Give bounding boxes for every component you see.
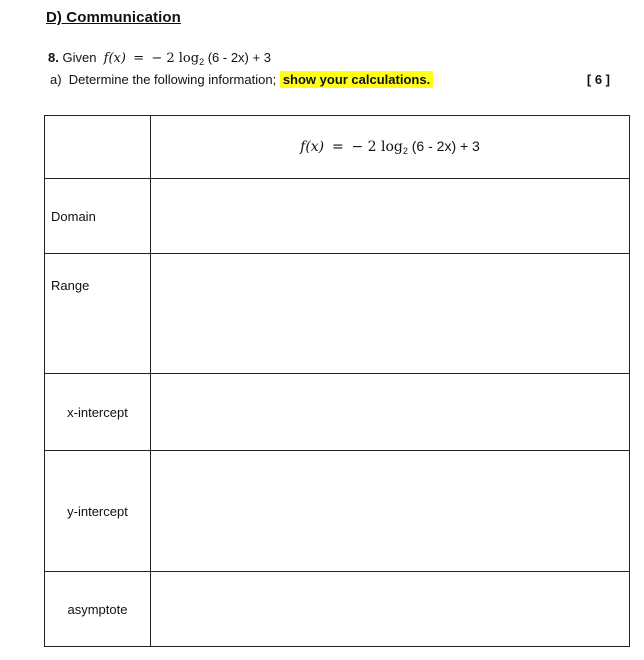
highlighted-instruction: show your calculations. bbox=[280, 71, 433, 88]
function-lhs: f(x) bbox=[103, 51, 126, 66]
table-row bbox=[45, 451, 630, 572]
answer-cell-x-intercept[interactable] bbox=[151, 374, 630, 451]
table-row bbox=[45, 254, 630, 374]
question-line bbox=[48, 50, 271, 67]
header-empty-cell bbox=[45, 116, 151, 179]
function-rhs-prefix: − 2 log bbox=[151, 51, 200, 66]
header-function-lhs: f(x) bbox=[300, 139, 325, 155]
answer-cell-y-intercept[interactable] bbox=[151, 451, 630, 572]
header-rhs-prefix: − 2 log bbox=[351, 139, 403, 155]
header-formula-cell bbox=[151, 116, 630, 179]
given-label: Given bbox=[62, 50, 97, 65]
answer-cell-domain[interactable] bbox=[151, 179, 630, 254]
table-row bbox=[45, 374, 630, 451]
row-label-range: Range bbox=[45, 254, 151, 374]
table-header-row bbox=[45, 116, 630, 179]
table-row bbox=[45, 179, 630, 254]
header-rhs-suffix: (6 - 2x) + 3 bbox=[407, 138, 480, 154]
question-number: 8. bbox=[48, 50, 59, 65]
header-log-base: 2 bbox=[402, 146, 408, 156]
row-label-asymptote: asymptote bbox=[45, 572, 151, 647]
table-row bbox=[45, 572, 630, 647]
row-label-domain: Domain bbox=[45, 179, 151, 254]
row-label-y-intercept: y-intercept bbox=[45, 451, 151, 572]
answer-cell-asymptote[interactable] bbox=[151, 572, 630, 647]
section-heading: D) Communication bbox=[46, 9, 181, 26]
marks-value: [ 6 ] bbox=[586, 72, 610, 87]
function-rhs-suffix: (6 - 2x) + 3 bbox=[204, 50, 271, 65]
row-label-x-intercept: x-intercept bbox=[45, 374, 151, 451]
info-table bbox=[44, 115, 630, 647]
part-a-line bbox=[50, 72, 433, 87]
part-a-label: a) bbox=[50, 72, 62, 87]
header-equals-sign: = bbox=[331, 139, 344, 155]
log-base: 2 bbox=[199, 57, 205, 67]
equals-sign: = bbox=[133, 51, 145, 66]
part-a-instruction: Determine the following information; bbox=[68, 72, 277, 87]
answer-cell-range[interactable] bbox=[151, 254, 630, 374]
